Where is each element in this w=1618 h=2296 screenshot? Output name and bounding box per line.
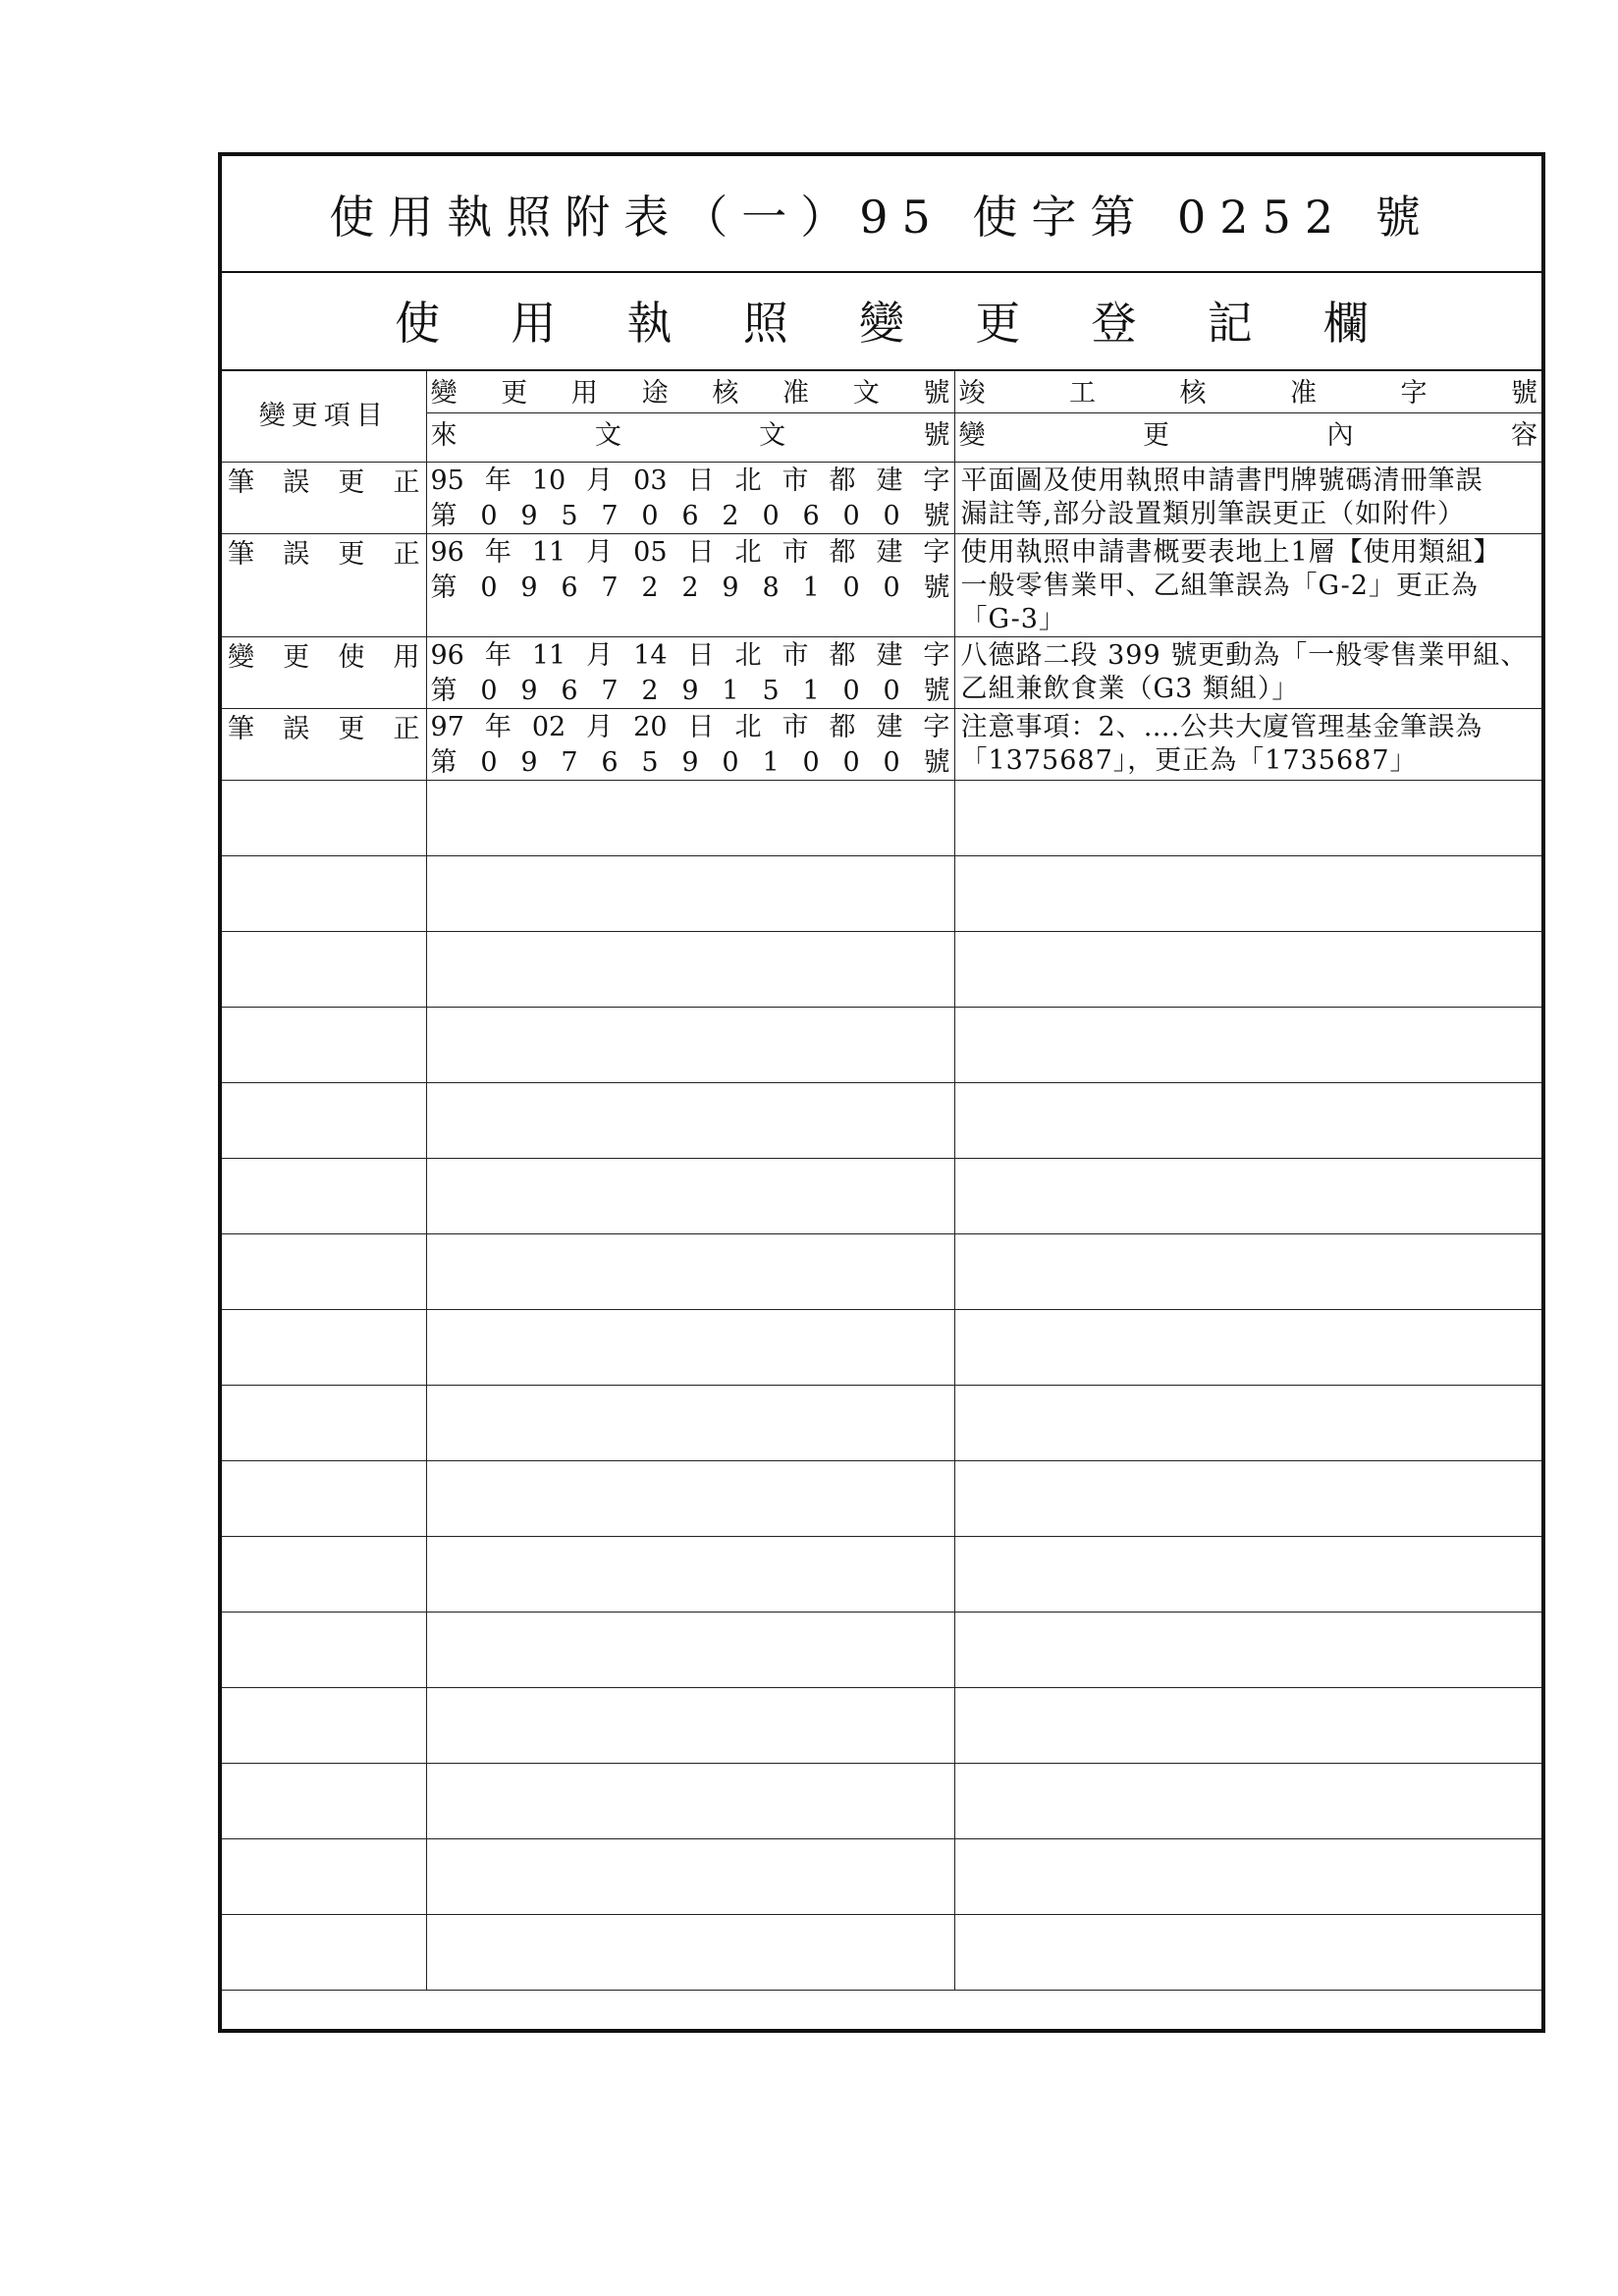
reference-token: 6 <box>681 501 699 531</box>
reference-token: 0 <box>480 747 498 778</box>
reference-token: 0 <box>480 676 498 706</box>
record-row <box>222 463 1541 534</box>
reference-token: 年 <box>484 465 512 496</box>
item-char: 正 <box>393 714 420 744</box>
subtitle-char: 變 <box>858 297 904 350</box>
reference-token: 9 <box>520 573 538 603</box>
record-item <box>222 534 426 637</box>
subtitle-char: 記 <box>1207 297 1253 350</box>
reference-token: 6 <box>561 573 578 603</box>
reference-token: 7 <box>601 676 619 706</box>
blank-cell <box>954 1234 1541 1310</box>
header-completion-doc <box>955 371 1542 412</box>
record-row <box>222 637 1541 709</box>
reference-token: 年 <box>484 712 512 742</box>
reference-token: 號 <box>923 501 950 531</box>
reference-token: 0 <box>842 573 860 603</box>
reference-token: 建 <box>876 537 903 568</box>
reference-token: 5 <box>641 747 659 778</box>
blank-cell <box>954 856 1541 932</box>
reference-token: 0 <box>722 747 739 778</box>
blank-cell <box>954 1764 1541 1839</box>
blank-cell <box>426 1310 954 1386</box>
item-char: 筆 <box>228 539 254 570</box>
reference-date-line <box>427 463 954 498</box>
blank-row <box>222 856 1541 932</box>
header-char: 來 <box>430 419 458 451</box>
reference-token: 05 <box>633 537 668 568</box>
reference-token: 第 <box>430 501 458 531</box>
blank-cell <box>222 932 426 1008</box>
record-row <box>222 534 1541 637</box>
header-char: 竣 <box>958 378 986 409</box>
reference-token: 97 <box>430 712 464 742</box>
reference-token: 月 <box>586 537 614 568</box>
blank-cell <box>954 1688 1541 1764</box>
item-char: 誤 <box>283 539 310 570</box>
reference-token: 7 <box>561 747 578 778</box>
header-char: 號 <box>923 378 950 409</box>
header-char: 容 <box>1511 419 1537 451</box>
item-char: 使 <box>338 642 365 673</box>
blank-cell <box>222 781 426 856</box>
reference-token: 北 <box>734 465 762 496</box>
blank-cell <box>222 856 426 932</box>
form-title: 使用執照附表（一）95 使字第 0252 號 <box>222 156 1541 273</box>
header-char: 用 <box>570 378 598 409</box>
change-record-table <box>222 371 1541 1991</box>
reference-token: 都 <box>829 712 856 742</box>
reference-token: 6 <box>802 501 820 531</box>
blank-row <box>222 781 1541 856</box>
reference-token: 9 <box>520 501 538 531</box>
blank-cell <box>954 781 1541 856</box>
record-reference <box>426 637 954 709</box>
reference-token: 第 <box>430 676 458 706</box>
reference-token: 5 <box>762 676 780 706</box>
reference-token: 字 <box>923 640 950 671</box>
blank-row <box>222 1310 1541 1386</box>
blank-row <box>222 1461 1541 1537</box>
blank-cell <box>954 1008 1541 1083</box>
permit-change-form <box>218 152 1545 2033</box>
blank-row <box>222 1159 1541 1234</box>
header-char: 號 <box>923 419 950 451</box>
header-incoming-doc <box>427 412 954 454</box>
reference-token: 9 <box>722 573 739 603</box>
reference-token: 0 <box>842 676 860 706</box>
header-char: 文 <box>759 419 786 451</box>
header-char: 文 <box>594 419 621 451</box>
record-item-label <box>222 534 426 572</box>
reference-token: 0 <box>883 747 900 778</box>
blank-row <box>222 1764 1541 1839</box>
reference-token: 號 <box>923 676 950 706</box>
reference-token: 1 <box>802 676 820 706</box>
blank-cell <box>222 1915 426 1991</box>
record-content <box>954 463 1541 534</box>
blank-cell <box>426 856 954 932</box>
blank-row <box>222 932 1541 1008</box>
reference-token: 14 <box>633 640 668 671</box>
reference-token: 0 <box>842 747 860 778</box>
reference-token: 市 <box>782 712 809 742</box>
record-item <box>222 637 426 709</box>
record-content <box>954 637 1541 709</box>
header-change-content <box>955 412 1542 454</box>
blank-cell <box>954 1159 1541 1234</box>
record-reference <box>426 534 954 637</box>
header-char: 工 <box>1069 378 1096 409</box>
reference-token: 日 <box>687 465 715 496</box>
reference-token: 9 <box>681 676 699 706</box>
blank-cell <box>954 1310 1541 1386</box>
reference-token: 5 <box>561 501 578 531</box>
reference-token: 日 <box>687 537 715 568</box>
reference-token: 2 <box>641 676 659 706</box>
reference-number-line <box>427 673 954 708</box>
reference-number-line <box>427 570 954 605</box>
blank-cell <box>426 1688 954 1764</box>
subtitle-char: 欄 <box>1322 297 1369 350</box>
reference-token: 市 <box>782 465 809 496</box>
header-char: 准 <box>782 378 810 409</box>
item-char: 正 <box>393 539 420 570</box>
header-char: 途 <box>641 378 669 409</box>
content-line: 漏註等,部分設置類別筆誤更正（如附件） <box>960 499 1466 529</box>
blank-cell <box>222 1008 426 1083</box>
record-item <box>222 709 426 781</box>
blank-cell <box>426 1083 954 1159</box>
reference-token: 0 <box>883 501 900 531</box>
reference-date-line <box>427 637 954 673</box>
blank-row <box>222 1537 1541 1613</box>
reference-token: 7 <box>601 573 619 603</box>
reference-token: 1 <box>722 676 739 706</box>
item-char: 誤 <box>283 467 310 498</box>
reference-token: 月 <box>586 465 614 496</box>
reference-token: 6 <box>561 676 578 706</box>
blank-cell <box>222 1839 426 1915</box>
header-approval-doc <box>427 371 954 412</box>
reference-token: 0 <box>883 573 900 603</box>
reference-token: 2 <box>681 573 699 603</box>
header-char: 內 <box>1326 419 1354 451</box>
blank-cell <box>954 932 1541 1008</box>
reference-token: 0 <box>842 501 860 531</box>
reference-token: 北 <box>734 640 762 671</box>
item-char: 用 <box>393 642 420 673</box>
content-line: 「1375687」，更正為「1735687」 <box>960 745 1418 776</box>
content-line: 乙組兼飲食業（G3 類組）」 <box>960 674 1300 704</box>
item-char: 更 <box>283 642 310 673</box>
blank-cell <box>954 1537 1541 1613</box>
reference-token: 96 <box>430 640 464 671</box>
item-char: 更 <box>338 467 365 498</box>
item-char: 變 <box>228 642 254 673</box>
header-change-item: 變更項目 <box>222 371 426 463</box>
reference-token: 市 <box>782 640 809 671</box>
reference-token: 8 <box>762 573 780 603</box>
blank-cell <box>954 1461 1541 1537</box>
blank-cell <box>222 1083 426 1159</box>
header-char: 文 <box>852 378 880 409</box>
blank-cell <box>426 932 954 1008</box>
blank-cell <box>426 1915 954 1991</box>
blank-cell <box>426 1537 954 1613</box>
reference-token: 0 <box>480 501 498 531</box>
subtitle-char: 登 <box>1091 297 1137 350</box>
content-line: 八德路二段 399 號更動為「一般零售業甲組、 <box>960 640 1529 671</box>
record-row <box>222 709 1541 781</box>
record-content <box>954 534 1541 637</box>
header-char: 核 <box>712 378 739 409</box>
header-char: 號 <box>1511 378 1537 409</box>
blank-cell <box>954 1915 1541 1991</box>
reference-token: 11 <box>531 640 566 671</box>
blank-row <box>222 1083 1541 1159</box>
reference-token: 1 <box>802 573 820 603</box>
header-char: 核 <box>1179 378 1207 409</box>
reference-token: 20 <box>633 712 668 742</box>
reference-token: 字 <box>923 537 950 568</box>
blank-row <box>222 1839 1541 1915</box>
blank-cell <box>222 1310 426 1386</box>
blank-cell <box>222 1159 426 1234</box>
reference-token: 03 <box>633 465 668 496</box>
reference-token: 10 <box>531 465 566 496</box>
blank-row <box>222 1008 1541 1083</box>
reference-token: 建 <box>876 465 903 496</box>
blank-cell <box>954 1613 1541 1688</box>
reference-token: 年 <box>484 537 512 568</box>
reference-token: 都 <box>829 537 856 568</box>
item-char: 誤 <box>283 714 310 744</box>
blank-cell <box>222 1386 426 1461</box>
header-content <box>954 371 1541 463</box>
reference-token: 月 <box>586 712 614 742</box>
content-line: 使用執照申請書概要表地上1層【使用類組】 <box>960 537 1501 568</box>
item-char: 筆 <box>228 467 254 498</box>
record-item <box>222 463 426 534</box>
header-char: 變 <box>958 419 986 451</box>
reference-token: 2 <box>641 573 659 603</box>
reference-token: 日 <box>687 640 715 671</box>
header-row <box>222 371 1541 463</box>
blank-row <box>222 1688 1541 1764</box>
reference-token: 6 <box>601 747 619 778</box>
blank-cell <box>222 1764 426 1839</box>
item-char: 更 <box>338 539 365 570</box>
record-item-label <box>222 709 426 746</box>
record-item-label <box>222 463 426 500</box>
reference-date-line <box>427 709 954 744</box>
blank-cell <box>426 1613 954 1688</box>
reference-token: 7 <box>601 501 619 531</box>
reference-token: 北 <box>734 712 762 742</box>
reference-token: 建 <box>876 640 903 671</box>
blank-cell <box>426 1234 954 1310</box>
form-subtitle <box>222 271 1541 371</box>
reference-token: 11 <box>531 537 566 568</box>
record-reference <box>426 709 954 781</box>
content-line: 「G-3」 <box>960 604 1066 634</box>
reference-token: 2 <box>722 501 739 531</box>
header-char: 准 <box>1290 378 1317 409</box>
reference-token: 月 <box>586 640 614 671</box>
reference-token: 北 <box>734 537 762 568</box>
reference-token: 號 <box>923 747 950 778</box>
reference-token: 第 <box>430 747 458 778</box>
blank-cell <box>222 1537 426 1613</box>
item-char: 筆 <box>228 714 254 744</box>
reference-number-line <box>427 498 954 533</box>
reference-token: 0 <box>641 501 659 531</box>
blank-cell <box>426 781 954 856</box>
reference-token: 第 <box>430 573 458 603</box>
reference-token: 95 <box>430 465 464 496</box>
record-content <box>954 709 1541 781</box>
item-char: 正 <box>393 467 420 498</box>
reference-token: 字 <box>923 465 950 496</box>
blank-row <box>222 1386 1541 1461</box>
reference-token: 0 <box>802 747 820 778</box>
reference-token: 0 <box>480 573 498 603</box>
reference-token: 0 <box>883 676 900 706</box>
header-char: 變 <box>430 378 458 409</box>
blank-cell <box>954 1083 1541 1159</box>
subtitle-char: 執 <box>626 297 673 350</box>
subtitle-char: 照 <box>742 297 788 350</box>
reference-token: 9 <box>681 747 699 778</box>
blank-cell <box>426 1008 954 1083</box>
item-char: 更 <box>338 714 365 744</box>
blank-cell <box>222 1461 426 1537</box>
blank-cell <box>222 1688 426 1764</box>
reference-token: 日 <box>687 712 715 742</box>
subtitle-char: 使 <box>395 297 441 350</box>
header-char: 字 <box>1400 378 1428 409</box>
record-reference <box>426 463 954 534</box>
blank-cell <box>954 1386 1541 1461</box>
reference-token: 號 <box>923 573 950 603</box>
header-char: 更 <box>1143 419 1169 451</box>
blank-row <box>222 1234 1541 1310</box>
reference-token: 字 <box>923 712 950 742</box>
reference-token: 建 <box>876 712 903 742</box>
content-line: 注意事項：2、….公共大廈管理基金筆誤為 <box>960 712 1483 742</box>
header-char: 更 <box>501 378 528 409</box>
blank-cell <box>426 1839 954 1915</box>
reference-token: 0 <box>762 501 780 531</box>
blank-cell <box>954 1839 1541 1915</box>
record-item-label <box>222 637 426 675</box>
reference-token: 年 <box>484 640 512 671</box>
blank-cell <box>426 1159 954 1234</box>
content-line: 平面圖及使用執照申請書門牌號碼清冊筆誤 <box>960 465 1483 496</box>
reference-token: 市 <box>782 537 809 568</box>
blank-cell <box>426 1461 954 1537</box>
reference-token: 都 <box>829 640 856 671</box>
reference-token: 96 <box>430 537 464 568</box>
reference-number-line <box>427 744 954 780</box>
blank-cell <box>222 1234 426 1310</box>
subtitle-char: 用 <box>511 297 557 350</box>
reference-date-line <box>427 534 954 570</box>
content-line: 一般零售業甲、乙組筆誤為「G-2」更正為 <box>960 571 1479 601</box>
blank-row <box>222 1915 1541 1991</box>
reference-token: 9 <box>520 747 538 778</box>
reference-token: 都 <box>829 465 856 496</box>
blank-cell <box>426 1386 954 1461</box>
subtitle-char: 更 <box>975 297 1021 350</box>
blank-row <box>222 1613 1541 1688</box>
blank-cell <box>222 1613 426 1688</box>
reference-token: 9 <box>520 676 538 706</box>
header-doc-numbers <box>426 371 954 463</box>
blank-cell <box>426 1764 954 1839</box>
reference-token: 1 <box>762 747 780 778</box>
reference-token: 02 <box>531 712 566 742</box>
